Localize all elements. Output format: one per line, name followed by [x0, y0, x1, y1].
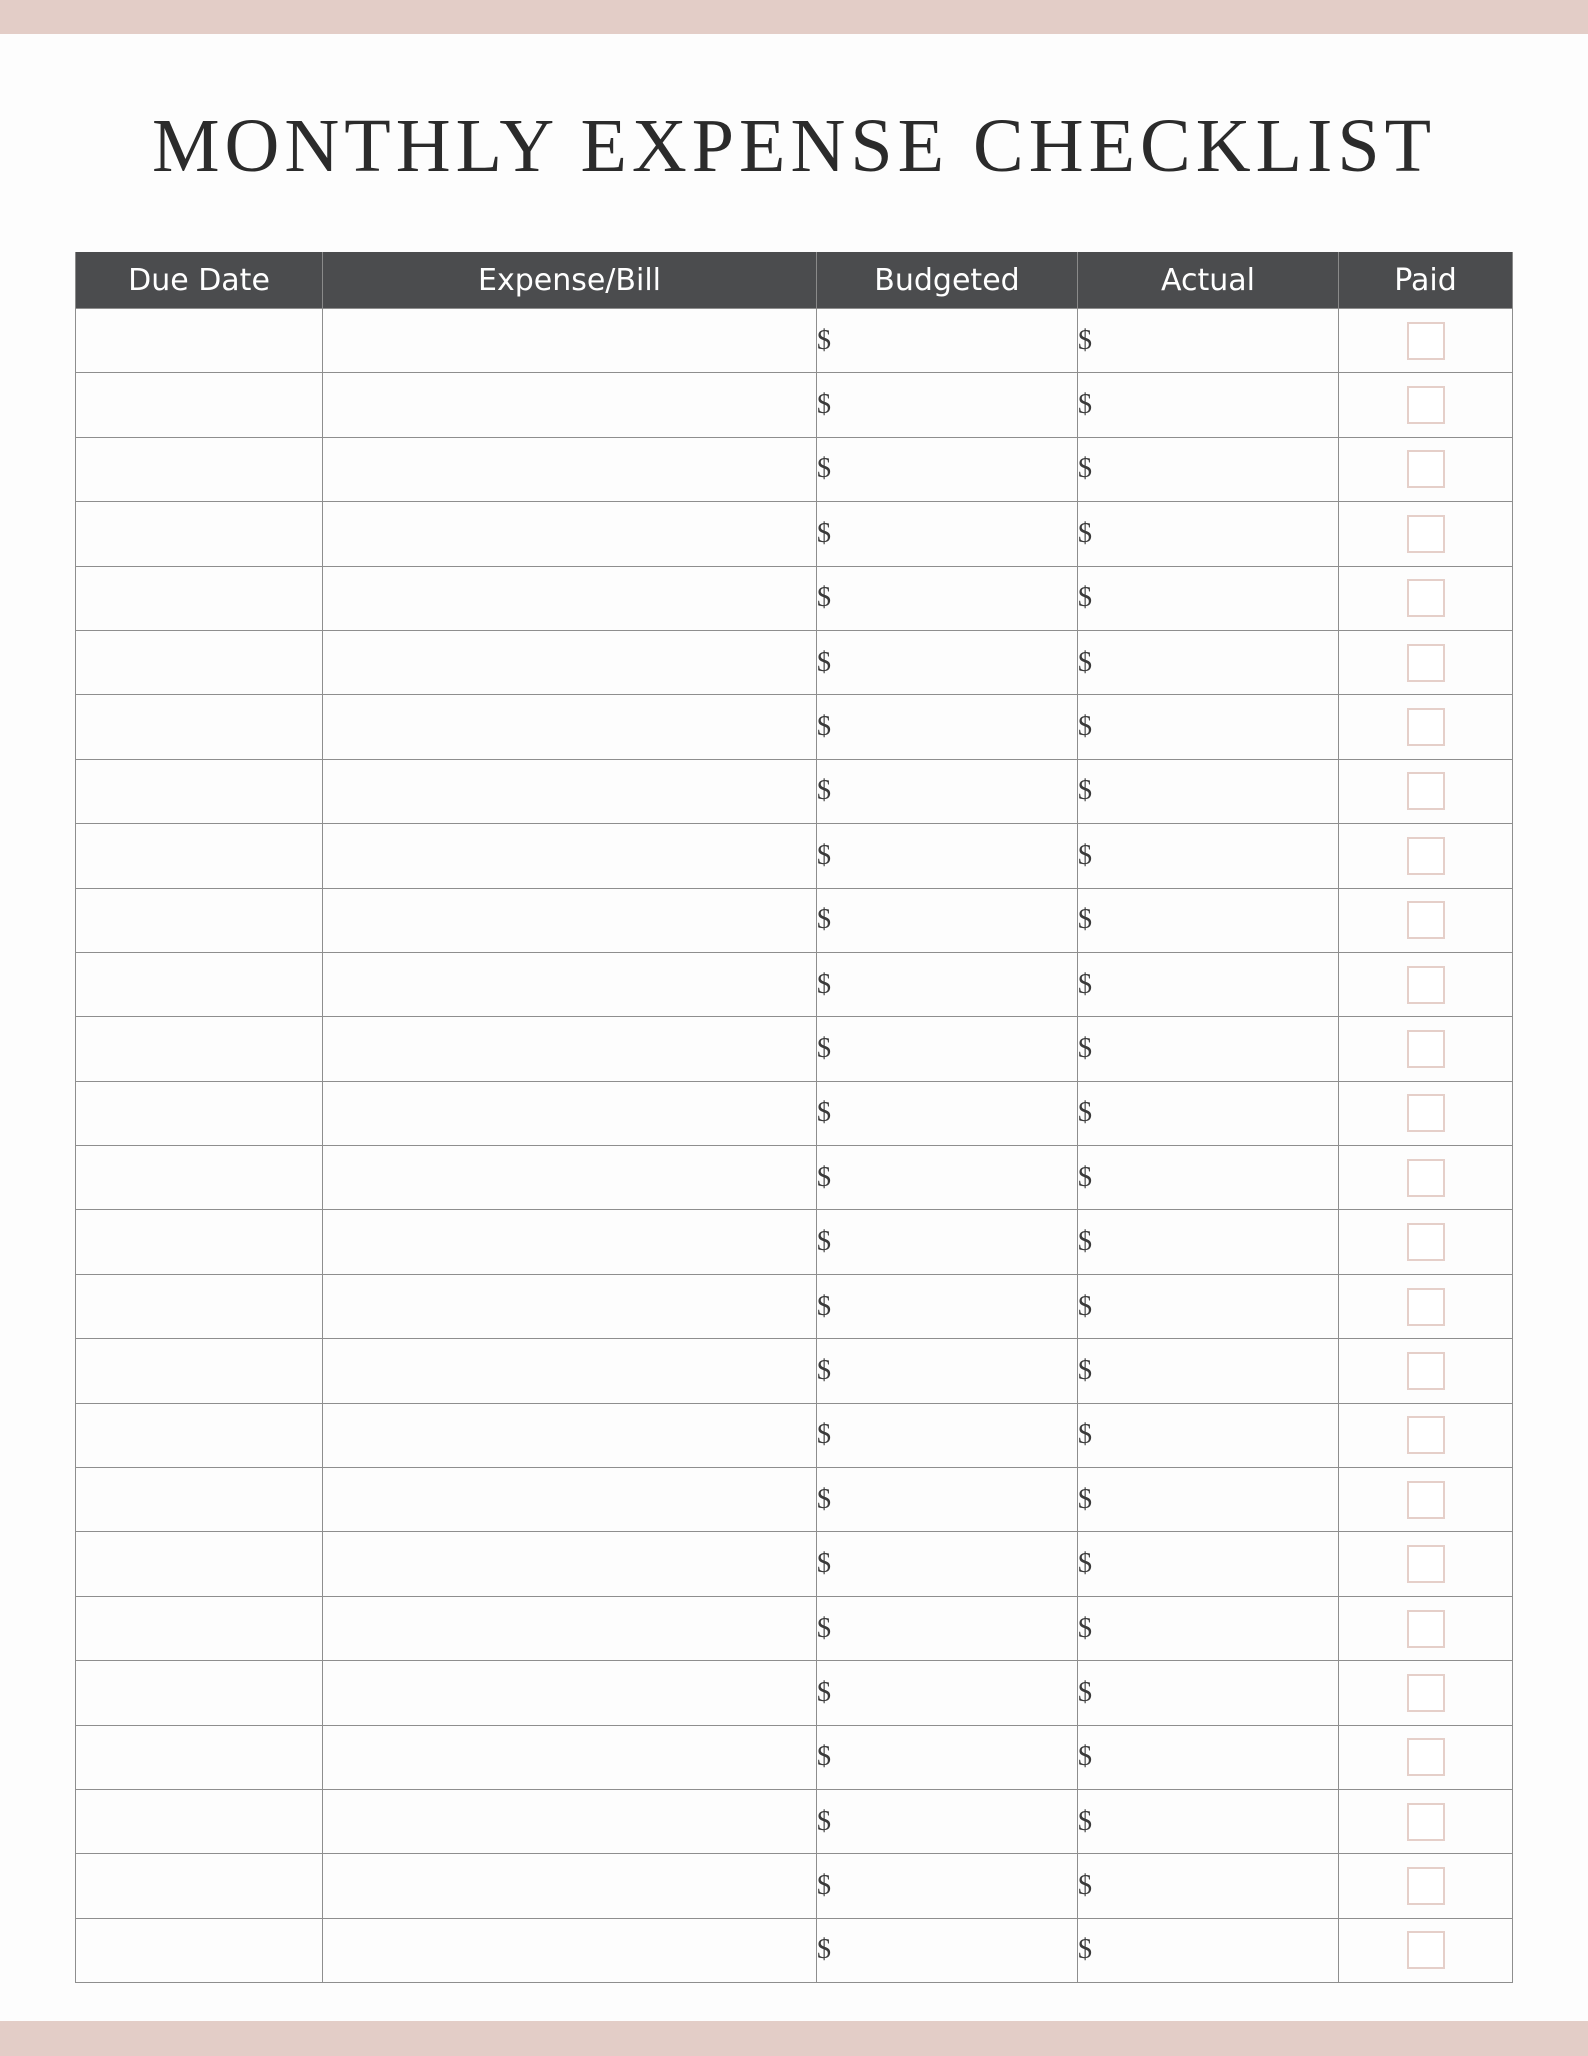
budgeted-cell[interactable]: $ — [817, 1918, 1078, 1982]
column-header-due-date: Due Date — [76, 252, 323, 309]
paid-cell — [1339, 1081, 1513, 1145]
due-date-cell[interactable] — [76, 1403, 323, 1467]
actual-cell[interactable]: $ — [1078, 1725, 1339, 1789]
expense-bill-cell[interactable] — [323, 1532, 817, 1596]
paid-checkbox[interactable] — [1407, 1803, 1445, 1841]
expense-bill-cell[interactable] — [323, 630, 817, 694]
table-row — [76, 1081, 1513, 1145]
actual-cell[interactable]: $ — [1078, 952, 1339, 1016]
budgeted-cell[interactable]: $ — [817, 695, 1078, 759]
budgeted-cell[interactable]: $ — [817, 759, 1078, 823]
actual-cell[interactable]: $ — [1078, 824, 1339, 888]
paid-checkbox[interactable] — [1407, 1738, 1445, 1776]
paid-cell — [1339, 1661, 1513, 1725]
expense-bill-cell[interactable] — [323, 1081, 817, 1145]
table-row — [76, 1017, 1513, 1081]
column-header-budgeted: Budgeted — [817, 252, 1078, 309]
expense-bill-cell[interactable] — [323, 1918, 817, 1982]
actual-cell[interactable]: $ — [1078, 1274, 1339, 1338]
column-header-actual: Actual — [1078, 252, 1339, 309]
budgeted-cell[interactable]: $ — [817, 373, 1078, 437]
actual-cell[interactable]: $ — [1078, 695, 1339, 759]
actual-cell[interactable]: $ — [1078, 1918, 1339, 1982]
expense-bill-cell[interactable] — [323, 1468, 817, 1532]
due-date-cell[interactable] — [76, 1725, 323, 1789]
actual-cell[interactable]: $ — [1078, 1017, 1339, 1081]
paid-cell — [1339, 566, 1513, 630]
due-date-cell[interactable] — [76, 1596, 323, 1660]
table-row — [76, 759, 1513, 823]
expense-table — [75, 252, 1513, 1983]
budgeted-cell[interactable]: $ — [817, 1146, 1078, 1210]
table-row — [76, 1789, 1513, 1853]
paid-checkbox[interactable] — [1407, 772, 1445, 810]
due-date-cell[interactable] — [76, 1789, 323, 1853]
table-row — [76, 630, 1513, 694]
paid-checkbox[interactable] — [1407, 1867, 1445, 1905]
due-date-cell[interactable] — [76, 1339, 323, 1403]
paid-checkbox[interactable] — [1407, 1159, 1445, 1197]
expense-bill-cell[interactable] — [323, 437, 817, 501]
actual-cell[interactable]: $ — [1078, 1661, 1339, 1725]
expense-bill-cell[interactable] — [323, 1661, 817, 1725]
due-date-cell[interactable] — [76, 437, 323, 501]
expense-bill-cell[interactable] — [323, 1725, 817, 1789]
due-date-cell[interactable] — [76, 309, 323, 373]
table-row — [76, 1661, 1513, 1725]
actual-cell[interactable]: $ — [1078, 566, 1339, 630]
paid-cell — [1339, 373, 1513, 437]
due-date-cell[interactable] — [76, 695, 323, 759]
actual-cell[interactable]: $ — [1078, 888, 1339, 952]
budgeted-cell[interactable]: $ — [817, 1274, 1078, 1338]
paid-cell — [1339, 1596, 1513, 1660]
table-row — [76, 1468, 1513, 1532]
paid-checkbox[interactable] — [1407, 708, 1445, 746]
paid-checkbox[interactable] — [1407, 1674, 1445, 1712]
table-row — [76, 888, 1513, 952]
expense-bill-cell[interactable] — [323, 1146, 817, 1210]
actual-cell[interactable]: $ — [1078, 1210, 1339, 1274]
expense-bill-cell[interactable] — [323, 1596, 817, 1660]
table-row — [76, 695, 1513, 759]
due-date-cell[interactable] — [76, 1854, 323, 1918]
due-date-cell[interactable] — [76, 1274, 323, 1338]
paid-cell — [1339, 630, 1513, 694]
due-date-cell[interactable] — [76, 1532, 323, 1596]
budgeted-cell[interactable]: $ — [817, 952, 1078, 1016]
actual-cell[interactable]: $ — [1078, 1854, 1339, 1918]
paid-cell — [1339, 1725, 1513, 1789]
paid-cell — [1339, 824, 1513, 888]
table-row — [76, 952, 1513, 1016]
paid-checkbox[interactable] — [1407, 901, 1445, 939]
paid-cell — [1339, 1918, 1513, 1982]
paid-cell — [1339, 1146, 1513, 1210]
paid-checkbox[interactable] — [1407, 579, 1445, 617]
table-row — [76, 1403, 1513, 1467]
paid-checkbox[interactable] — [1407, 1352, 1445, 1390]
expense-bill-cell[interactable] — [323, 695, 817, 759]
paid-checkbox[interactable] — [1407, 450, 1445, 488]
due-date-cell[interactable] — [76, 952, 323, 1016]
budgeted-cell[interactable]: $ — [817, 309, 1078, 373]
paid-cell — [1339, 437, 1513, 501]
paid-checkbox[interactable] — [1407, 1094, 1445, 1132]
expense-bill-cell[interactable] — [323, 1017, 817, 1081]
table-row — [76, 1339, 1513, 1403]
table-row — [76, 437, 1513, 501]
budgeted-cell[interactable]: $ — [817, 1596, 1078, 1660]
actual-cell[interactable]: $ — [1078, 630, 1339, 694]
due-date-cell[interactable] — [76, 373, 323, 437]
paid-checkbox[interactable] — [1407, 1931, 1445, 1969]
paid-cell — [1339, 1468, 1513, 1532]
actual-cell[interactable]: $ — [1078, 502, 1339, 566]
due-date-cell[interactable] — [76, 1661, 323, 1725]
budgeted-cell[interactable]: $ — [817, 1081, 1078, 1145]
budgeted-cell[interactable]: $ — [817, 1532, 1078, 1596]
paid-checkbox[interactable] — [1407, 1416, 1445, 1454]
top-accent-band — [0, 0, 1588, 34]
budgeted-cell[interactable]: $ — [817, 1403, 1078, 1467]
actual-cell[interactable]: $ — [1078, 1532, 1339, 1596]
budgeted-cell[interactable]: $ — [817, 437, 1078, 501]
due-date-cell[interactable] — [76, 824, 323, 888]
paid-checkbox[interactable] — [1407, 515, 1445, 553]
budgeted-cell[interactable]: $ — [817, 888, 1078, 952]
paid-cell — [1339, 1532, 1513, 1596]
paid-checkbox[interactable] — [1407, 1481, 1445, 1519]
due-date-cell[interactable] — [76, 759, 323, 823]
actual-cell[interactable]: $ — [1078, 1403, 1339, 1467]
expense-bill-cell[interactable] — [323, 1210, 817, 1274]
budgeted-cell[interactable]: $ — [817, 1661, 1078, 1725]
due-date-cell[interactable] — [76, 1918, 323, 1982]
expense-bill-cell[interactable] — [323, 1854, 817, 1918]
actual-cell[interactable]: $ — [1078, 309, 1339, 373]
expense-bill-cell[interactable] — [323, 824, 817, 888]
expense-bill-cell[interactable] — [323, 1339, 817, 1403]
expense-bill-cell[interactable] — [323, 373, 817, 437]
budgeted-cell[interactable]: $ — [817, 630, 1078, 694]
budgeted-cell[interactable]: $ — [817, 566, 1078, 630]
paid-checkbox[interactable] — [1407, 386, 1445, 424]
table-row — [76, 1274, 1513, 1338]
budgeted-cell[interactable]: $ — [817, 824, 1078, 888]
column-header-paid: Paid — [1339, 252, 1513, 309]
table-row — [76, 1918, 1513, 1982]
due-date-cell[interactable] — [76, 1210, 323, 1274]
due-date-cell[interactable] — [76, 630, 323, 694]
table-row — [76, 1532, 1513, 1596]
due-date-cell[interactable] — [76, 1017, 323, 1081]
budgeted-cell[interactable]: $ — [817, 1017, 1078, 1081]
budgeted-cell[interactable]: $ — [817, 1339, 1078, 1403]
table-row — [76, 373, 1513, 437]
budgeted-cell[interactable]: $ — [817, 502, 1078, 566]
actual-cell[interactable]: $ — [1078, 437, 1339, 501]
actual-cell[interactable]: $ — [1078, 759, 1339, 823]
paid-checkbox[interactable] — [1407, 1545, 1445, 1583]
actual-cell[interactable]: $ — [1078, 1789, 1339, 1853]
table-row — [76, 502, 1513, 566]
paid-checkbox[interactable] — [1407, 1610, 1445, 1648]
paid-cell — [1339, 1210, 1513, 1274]
actual-cell[interactable]: $ — [1078, 1596, 1339, 1660]
due-date-cell[interactable] — [76, 566, 323, 630]
paid-cell — [1339, 502, 1513, 566]
paid-cell — [1339, 952, 1513, 1016]
paid-cell — [1339, 1017, 1513, 1081]
column-header-expense-bill: Expense/Bill — [323, 252, 817, 309]
paid-checkbox[interactable] — [1407, 1223, 1445, 1261]
table-row — [76, 1210, 1513, 1274]
expense-bill-cell[interactable] — [323, 759, 817, 823]
budgeted-cell[interactable]: $ — [817, 1210, 1078, 1274]
expense-bill-cell[interactable] — [323, 309, 817, 373]
paid-cell — [1339, 1403, 1513, 1467]
table-row — [76, 566, 1513, 630]
expense-bill-cell[interactable] — [323, 566, 817, 630]
due-date-cell[interactable] — [76, 1081, 323, 1145]
paid-checkbox[interactable] — [1407, 966, 1445, 1004]
paid-cell — [1339, 309, 1513, 373]
header-row — [76, 252, 1513, 309]
paid-cell — [1339, 759, 1513, 823]
paid-cell — [1339, 1274, 1513, 1338]
table-row — [76, 309, 1513, 373]
table-row — [76, 1596, 1513, 1660]
due-date-cell[interactable] — [76, 1146, 323, 1210]
expense-bill-cell[interactable] — [323, 502, 817, 566]
budgeted-cell[interactable]: $ — [817, 1468, 1078, 1532]
bottom-accent-band — [0, 2021, 1588, 2056]
expense-bill-cell[interactable] — [323, 952, 817, 1016]
actual-cell[interactable]: $ — [1078, 373, 1339, 437]
expense-bill-cell[interactable] — [323, 1789, 817, 1853]
paid-cell — [1339, 1789, 1513, 1853]
expense-bill-cell[interactable] — [323, 1403, 817, 1467]
actual-cell[interactable]: $ — [1078, 1468, 1339, 1532]
paid-checkbox[interactable] — [1407, 1288, 1445, 1326]
paid-checkbox[interactable] — [1407, 1030, 1445, 1068]
expense-bill-cell[interactable] — [323, 1274, 817, 1338]
page-title: MONTHLY EXPENSE CHECKLIST — [151, 104, 1437, 188]
paid-cell — [1339, 695, 1513, 759]
budgeted-cell[interactable]: $ — [817, 1789, 1078, 1853]
budgeted-cell[interactable]: $ — [817, 1854, 1078, 1918]
due-date-cell[interactable] — [76, 502, 323, 566]
expense-bill-cell[interactable] — [323, 888, 817, 952]
paid-checkbox[interactable] — [1407, 644, 1445, 682]
table-row — [76, 824, 1513, 888]
paid-cell — [1339, 1854, 1513, 1918]
table-body — [76, 309, 1513, 1983]
paid-checkbox[interactable] — [1407, 837, 1445, 875]
table-row — [76, 1146, 1513, 1210]
budgeted-cell[interactable]: $ — [817, 1725, 1078, 1789]
actual-cell[interactable]: $ — [1078, 1146, 1339, 1210]
paid-cell — [1339, 1339, 1513, 1403]
paid-cell — [1339, 888, 1513, 952]
actual-cell[interactable]: $ — [1078, 1081, 1339, 1145]
actual-cell[interactable]: $ — [1078, 1339, 1339, 1403]
due-date-cell[interactable] — [76, 1468, 323, 1532]
table-row — [76, 1725, 1513, 1789]
due-date-cell[interactable] — [76, 888, 323, 952]
table-row — [76, 1854, 1513, 1918]
paid-checkbox[interactable] — [1407, 322, 1445, 360]
